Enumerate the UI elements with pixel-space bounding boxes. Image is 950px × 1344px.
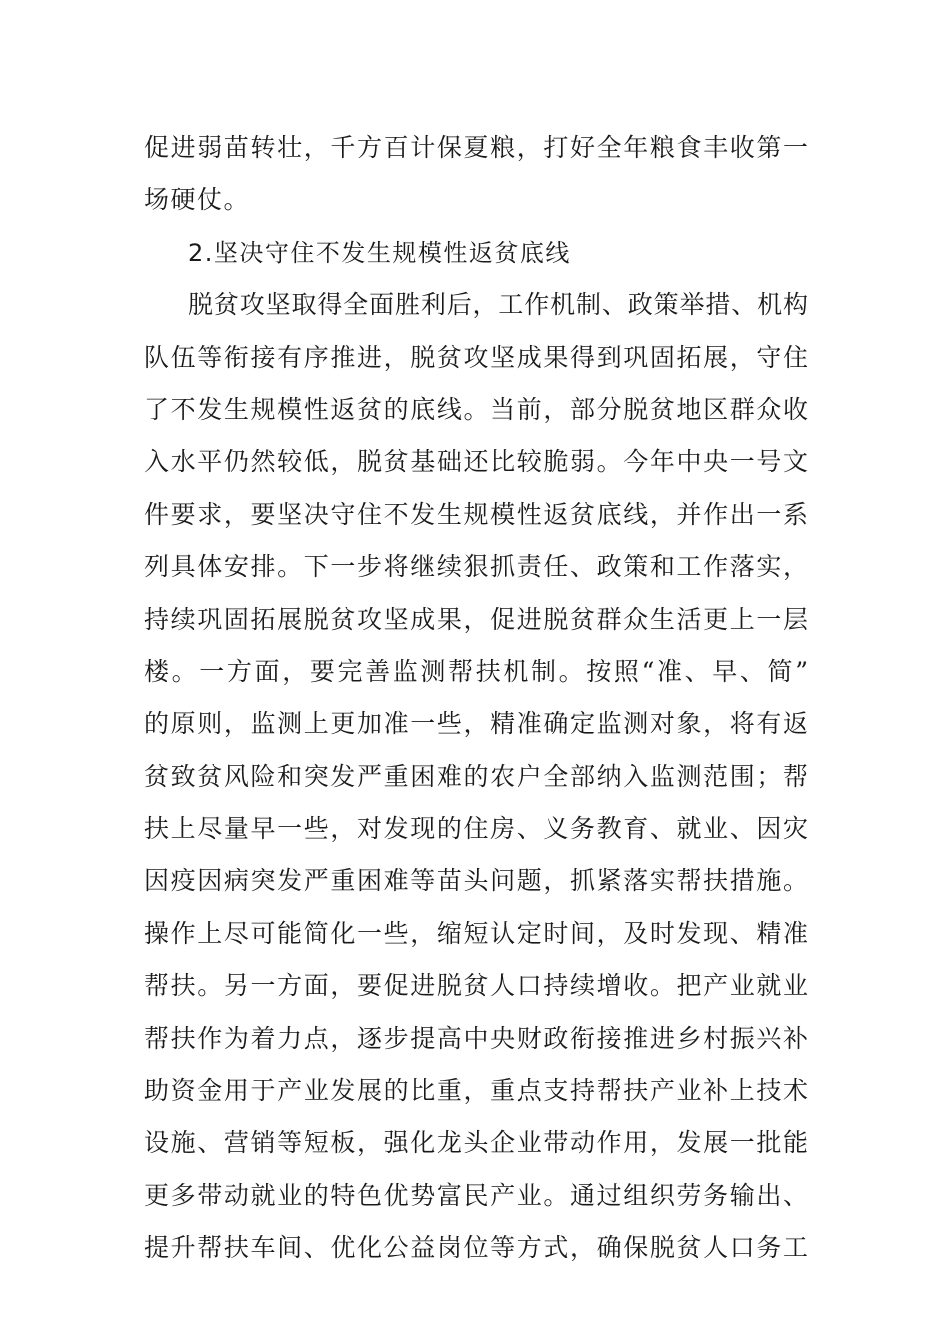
text-line: 助资金用于产业发展的比重，重点支持帮扶产业补上技术: [144, 1076, 808, 1106]
text-line: 的原则，监测上更加准一些，精准确定监测对象，将有返: [144, 709, 808, 739]
text-line: 了不发生规模性返贫的底线。当前，部分脱贫地区群众收: [144, 394, 808, 424]
text-line: 场硬仗。: [144, 185, 251, 215]
text-line: 列具体安排。下一步将继续狠抓责任、政策和工作落实，: [144, 552, 808, 582]
text-line: 贫致贫风险和突发严重困难的农户全部纳入监测范围；帮: [144, 761, 808, 791]
text-line: 楼。一方面，要完善监测帮扶机制。按照“准、早、简”: [144, 656, 808, 686]
text-line: 扶上尽量早一些，对发现的住房、义务教育、就业、因灾: [144, 814, 808, 844]
document-body: [144, 122, 808, 1275]
text-line: 队伍等衔接有序推进，脱贫攻坚成果得到巩固拓展，守住: [144, 342, 808, 372]
section-heading: 2.坚决守住不发生规模性返贫底线: [188, 238, 571, 267]
text-line: 入水平仍然较低，脱贫基础还比较脆弱。今年中央一号文: [144, 447, 808, 477]
text-line: 帮扶。另一方面，要促进脱贫人口持续增收。把产业就业: [144, 971, 808, 1001]
text-line: 持续巩固拓展脱贫攻坚成果，促进脱贫群众生活更上一层: [144, 604, 808, 634]
text-line: 脱贫攻坚取得全面胜利后，工作机制、政策举措、机构: [188, 290, 808, 320]
text-line: 因疫因病突发严重困难等苗头问题，抓紧落实帮扶措施。: [144, 866, 808, 896]
text-line: 帮扶作为着力点，逐步提高中央财政衔接推进乡村振兴补: [144, 1023, 808, 1053]
text-line: 件要求，要坚决守住不发生规模性返贫底线，并作出一系: [144, 499, 808, 529]
text-line: 操作上尽可能简化一些，缩短认定时间，及时发现、精准: [144, 918, 808, 948]
text-line: 提升帮扶车间、优化公益岗位等方式，确保脱贫人口务工: [144, 1233, 808, 1263]
text-line: 促进弱苗转壮，千方百计保夏粮，打好全年粮食丰收第一: [144, 133, 808, 162]
text-line: 设施、营销等短板，强化龙头企业带动作用，发展一批能: [144, 1128, 808, 1158]
text-line: 更多带动就业的特色优势富民产业。通过组织劳务输出、: [144, 1180, 808, 1210]
